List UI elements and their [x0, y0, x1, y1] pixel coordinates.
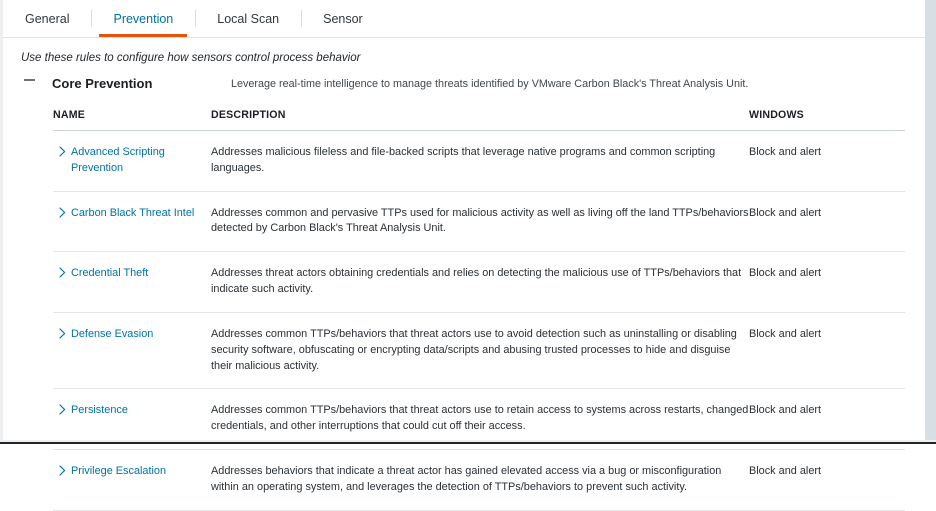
rule-description-cell: Addresses malicious fileless and file-backed scripts that leverage native programs and common scripting languages. — [211, 131, 749, 192]
rule-windows-action-cell: Block and alert — [749, 389, 905, 450]
rule-windows-action-cell: Block and alert — [749, 449, 905, 510]
rule-name-cell — [53, 131, 211, 192]
settings-tab-bar — [3, 0, 925, 38]
table-row — [53, 252, 905, 313]
rule-name-cell — [53, 191, 211, 252]
rule-windows-action-cell: Block and alert — [749, 252, 905, 313]
rule-description-cell: Addresses common TTPs/behaviors that threat actors use to retain access to systems across restarts, changed credentials, and other interruptions that could cut off their access. — [211, 389, 749, 450]
table-row — [53, 389, 905, 450]
column-header-name: NAME — [53, 109, 211, 131]
tab-prevention-label: Prevention — [113, 11, 174, 26]
rule-windows-action-cell: Block and alert — [749, 312, 905, 388]
rule-windows-action-cell: Block and alert — [749, 191, 905, 252]
tab-general[interactable] — [3, 0, 91, 37]
rule-description-cell: Addresses common TTPs/behaviors that threat actors use to avoid detection such as uninstalling or disabling security software, obfuscating or encrypting data/scripts and abusing trusted processes to hide and disguise their malicious activity. — [211, 312, 749, 388]
chevron-right-icon[interactable] — [53, 206, 71, 218]
group-title: Core Prevention — [52, 76, 153, 91]
rule-description-cell: Addresses common and pervasive TTPs used for malicious activity as well as living off the land TTPs/behaviors detected by Carbon Black's Threat Analysis Unit. — [211, 191, 749, 252]
tab-sensor-label: Sensor — [323, 11, 363, 26]
chevron-right-icon[interactable] — [53, 327, 71, 339]
rule-link[interactable]: Privilege Escalation — [71, 464, 167, 477]
group-description: Leverage real-time intelligence to manage threats identified by VMware Carbon Black's Threat Analysis Unit. — [231, 78, 749, 90]
intro-note: Use these rules to configure how sensors control process behavior — [21, 52, 361, 64]
tab-local-scan-label: Local Scan — [217, 11, 280, 26]
rule-name-cell — [53, 389, 211, 450]
rule-description-cell: Addresses threat actors obtaining credentials and relies on detecting the malicious use of TTPs/behaviors that indicate such activity. — [211, 252, 749, 313]
rule-link[interactable]: Carbon Black Threat Intel — [71, 206, 195, 219]
tab-prevention[interactable] — [91, 0, 195, 37]
rule-name-cell — [53, 449, 211, 510]
table-row — [53, 449, 905, 510]
chevron-right-icon[interactable] — [53, 464, 71, 476]
rule-windows-action-cell: Block and alert — [749, 131, 905, 192]
column-header-windows: WINDOWS — [749, 109, 905, 131]
prevention-settings-card — [3, 0, 925, 493]
tab-sensor[interactable] — [301, 0, 385, 37]
tab-local-scan[interactable] — [195, 0, 301, 37]
rule-link[interactable]: Credential Theft — [71, 267, 149, 280]
column-header-description: DESCRIPTION — [211, 109, 749, 131]
minus-icon[interactable] — [21, 79, 37, 81]
vertical-scrollbar[interactable] — [925, 0, 936, 440]
table-row — [53, 312, 905, 388]
rule-link[interactable]: Persistence — [71, 404, 128, 417]
table-header-row — [53, 109, 905, 131]
prevention-panel-body — [3, 52, 925, 511]
core-prevention-group-header — [3, 76, 925, 91]
rule-link[interactable]: Defense Evasion — [71, 327, 154, 340]
rule-description-cell: Addresses behaviors that indicate a threat actor has gained elevated access via a bug or misconfiguration within an operating system, and leverages the detection of TTPs/behaviors to prevent such activity. — [211, 449, 749, 510]
tab-general-label: General — [25, 11, 70, 26]
table-row — [53, 131, 905, 192]
rule-name-cell — [53, 312, 211, 388]
rule-link[interactable]: Advanced Scripting Prevention — [71, 146, 165, 174]
chevron-right-icon[interactable] — [53, 145, 71, 157]
rule-name-cell — [53, 252, 211, 313]
table-row — [53, 191, 905, 252]
chevron-right-icon[interactable] — [53, 266, 71, 278]
chevron-right-icon[interactable] — [53, 403, 71, 415]
prevention-rules-table — [53, 109, 905, 511]
